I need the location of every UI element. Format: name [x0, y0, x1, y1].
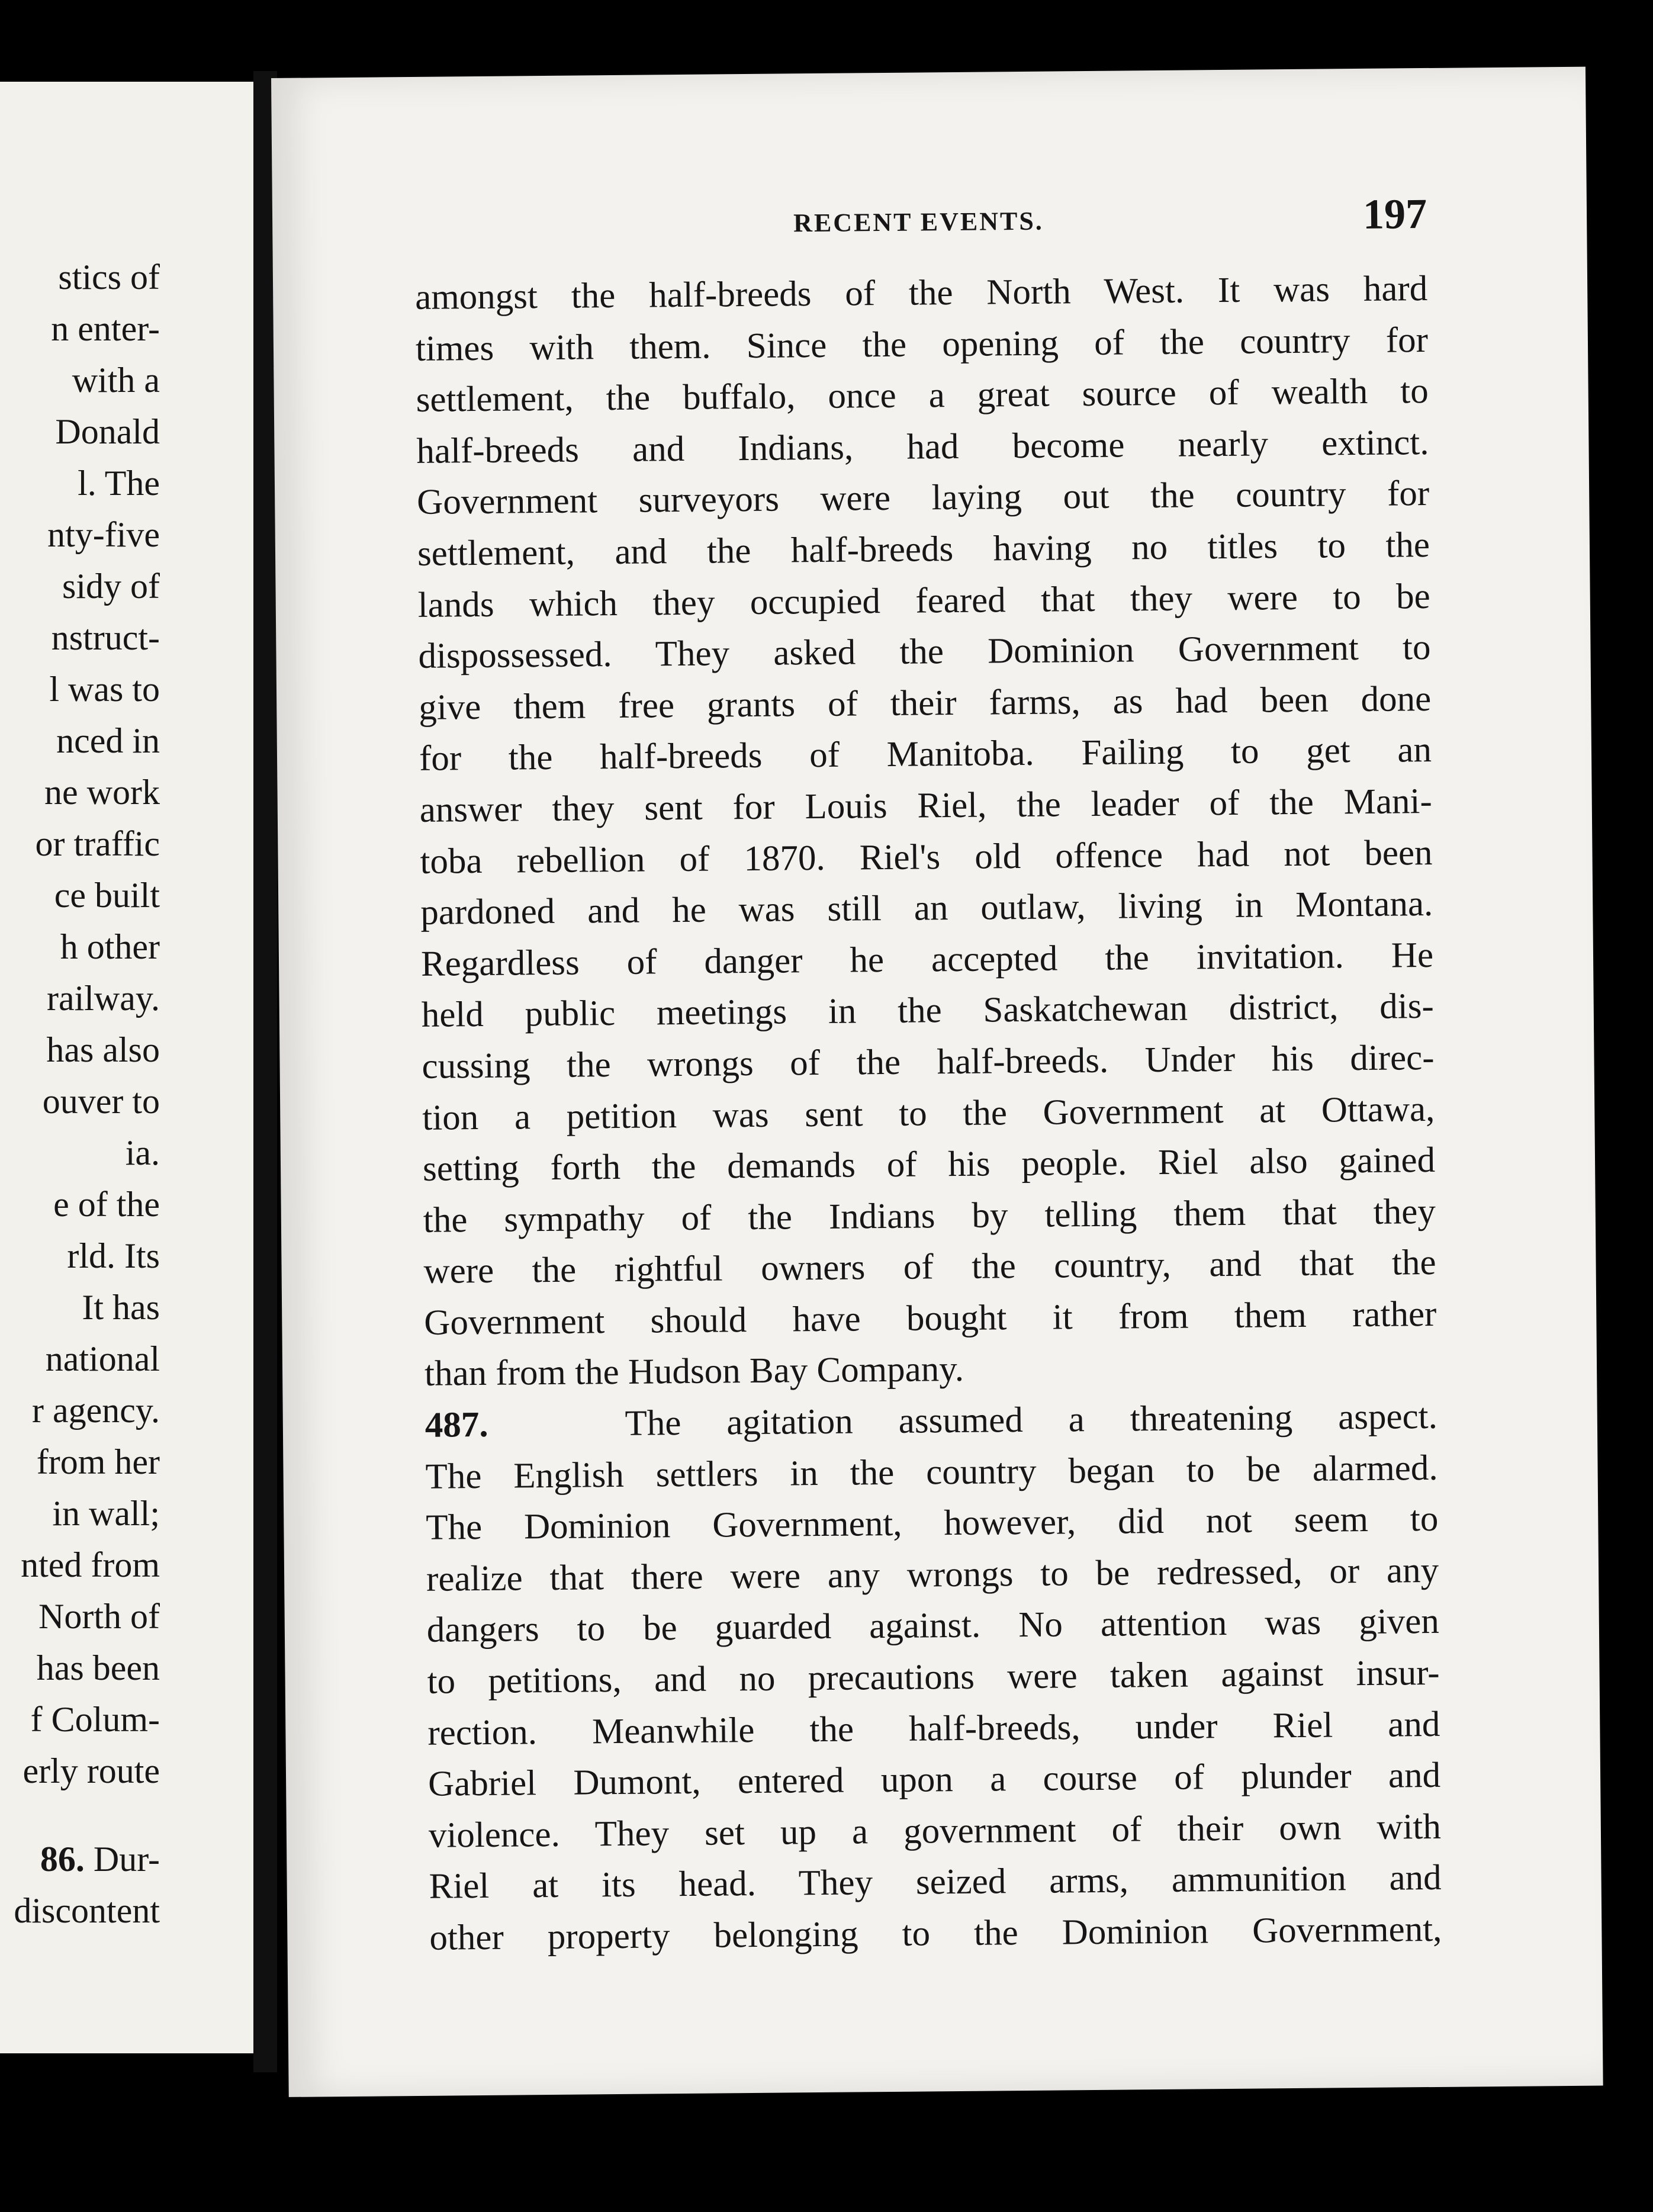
text-line: answer they sent for Louis Riel, the leader of the Mani- [419, 781, 1433, 830]
left-line: Donald [55, 412, 160, 451]
left-line: erly route [22, 1751, 160, 1790]
left-paragraph-number: 86. [40, 1840, 85, 1879]
paragraph-first-line [424, 1391, 1437, 1452]
left-line: nced in [56, 721, 160, 760]
left-line: e of the [53, 1185, 160, 1224]
left-page-text [0, 252, 160, 1937]
text-line: The Dominion Government, however, did not seem to [426, 1499, 1439, 1548]
text-line: than from the Hudson Bay Company. [424, 1349, 964, 1394]
left-line: North of [38, 1597, 160, 1636]
left-line: railway. [46, 979, 160, 1018]
text-line: times with them. Since the opening of the country for [415, 320, 1429, 369]
left-line: nty-five [47, 515, 160, 554]
text-line: amongst the half-breeds of the North West. It was hard [414, 268, 1428, 317]
text-line: dangers to be guarded against. No attention was given [426, 1602, 1440, 1651]
left-line: n enter- [51, 309, 160, 348]
text-line: other property belonging to the Dominion Government, [429, 1909, 1442, 1958]
left-line: ne work [44, 773, 160, 812]
left-line: l. The [78, 464, 160, 503]
text-line: for the half-breeds of Manitoba. Failing to get an [419, 730, 1432, 779]
left-line: with a [72, 361, 160, 400]
text-line: rection. Meanwhile the half-breeds, under Riel and [427, 1704, 1440, 1753]
left-line: in wall; [52, 1494, 160, 1533]
text-line: pardoned and he was still an outlaw, living in Montana. [420, 884, 1433, 933]
paragraph-number: 487. [424, 1404, 488, 1445]
text-line: settlement, the buffalo, once a great source of wealth to [416, 371, 1429, 420]
text-line: Gabriel Dumont, entered upon a course of plunder and [427, 1756, 1441, 1805]
text-line: Government should have bought it from them rather [424, 1294, 1437, 1343]
text-line: to petitions, and no precautions were taken against insur- [427, 1652, 1440, 1702]
left-line: rld. Its [67, 1236, 160, 1275]
text-line: realize that there were any wrongs to be redressed, or any [426, 1550, 1439, 1599]
left-line: It has [82, 1288, 160, 1327]
paragraph-first-line-text: The agitation assumed a threatening aspect. [625, 1396, 1438, 1443]
right-page [271, 67, 1603, 2097]
left-line: h other [60, 927, 160, 966]
left-line: discontent [14, 1891, 160, 1930]
left-line: r agency. [32, 1391, 160, 1430]
text-line: dispossessed. They asked the Dominion Government to [418, 628, 1431, 677]
left-line: ouver to [42, 1082, 160, 1121]
text-line: Riel at its head. They seized arms, ammunition and [429, 1858, 1442, 1907]
page-header [272, 189, 1427, 265]
text-line: Regardless of danger he accepted the invitation. He [420, 935, 1434, 984]
text-line: were the rightful owners of the country, and that the [423, 1243, 1436, 1292]
left-line: or traffic [35, 824, 160, 863]
text-line: cussing the wrongs of the half-breeds. Under his direc- [422, 1037, 1435, 1086]
left-line: ce built [54, 876, 160, 915]
text-line: violence. They set up a government of their own with [428, 1806, 1442, 1856]
text-line: give them free grants of their farms, as had been done [418, 679, 1432, 728]
left-line: sidy of [62, 567, 160, 606]
text-line: toba rebellion of 1870. Riel's old offence had not been [420, 832, 1433, 882]
left-paragraph-line [0, 1834, 160, 1885]
left-line: nstruct- [51, 618, 160, 657]
text-line: tion a petition was sent to the Government at Ottawa, [422, 1089, 1435, 1138]
text-line: The English settlers in the country began to be alarmed. [425, 1448, 1438, 1497]
left-line: stics of [58, 258, 160, 297]
left-line: national [45, 1339, 160, 1378]
text-line: held public meetings in the Saskatchewan district, dis- [421, 986, 1435, 1036]
left-line: from her [36, 1442, 160, 1481]
text-line: the sympathy of the Indians by telling them that they [423, 1191, 1436, 1240]
text-line: lands which they occupied feared that they were to be [417, 576, 1431, 625]
running-head: RECENT EVENTS. [793, 206, 1044, 238]
text-line: Government surveyors were laying out the country for [416, 474, 1430, 523]
left-line: ia. [125, 1133, 160, 1172]
left-line: l was to [49, 670, 160, 709]
text-line: settlement, and the half-breeds having no titles to the [417, 525, 1430, 574]
left-line: has been [36, 1648, 160, 1687]
left-page [0, 82, 261, 2053]
left-paragraph-line-rest: Dur- [93, 1840, 160, 1879]
text-line: half-breeds and Indians, had become nearly extinct. [416, 422, 1429, 471]
text-line: setting forth the demands of his people. Riel also gained [422, 1140, 1436, 1189]
left-line: nted from [21, 1545, 160, 1584]
left-line: has also [46, 1030, 160, 1069]
left-line: f Colum- [30, 1700, 160, 1739]
body-text [415, 263, 1442, 1964]
page-number: 197 [1362, 189, 1427, 238]
